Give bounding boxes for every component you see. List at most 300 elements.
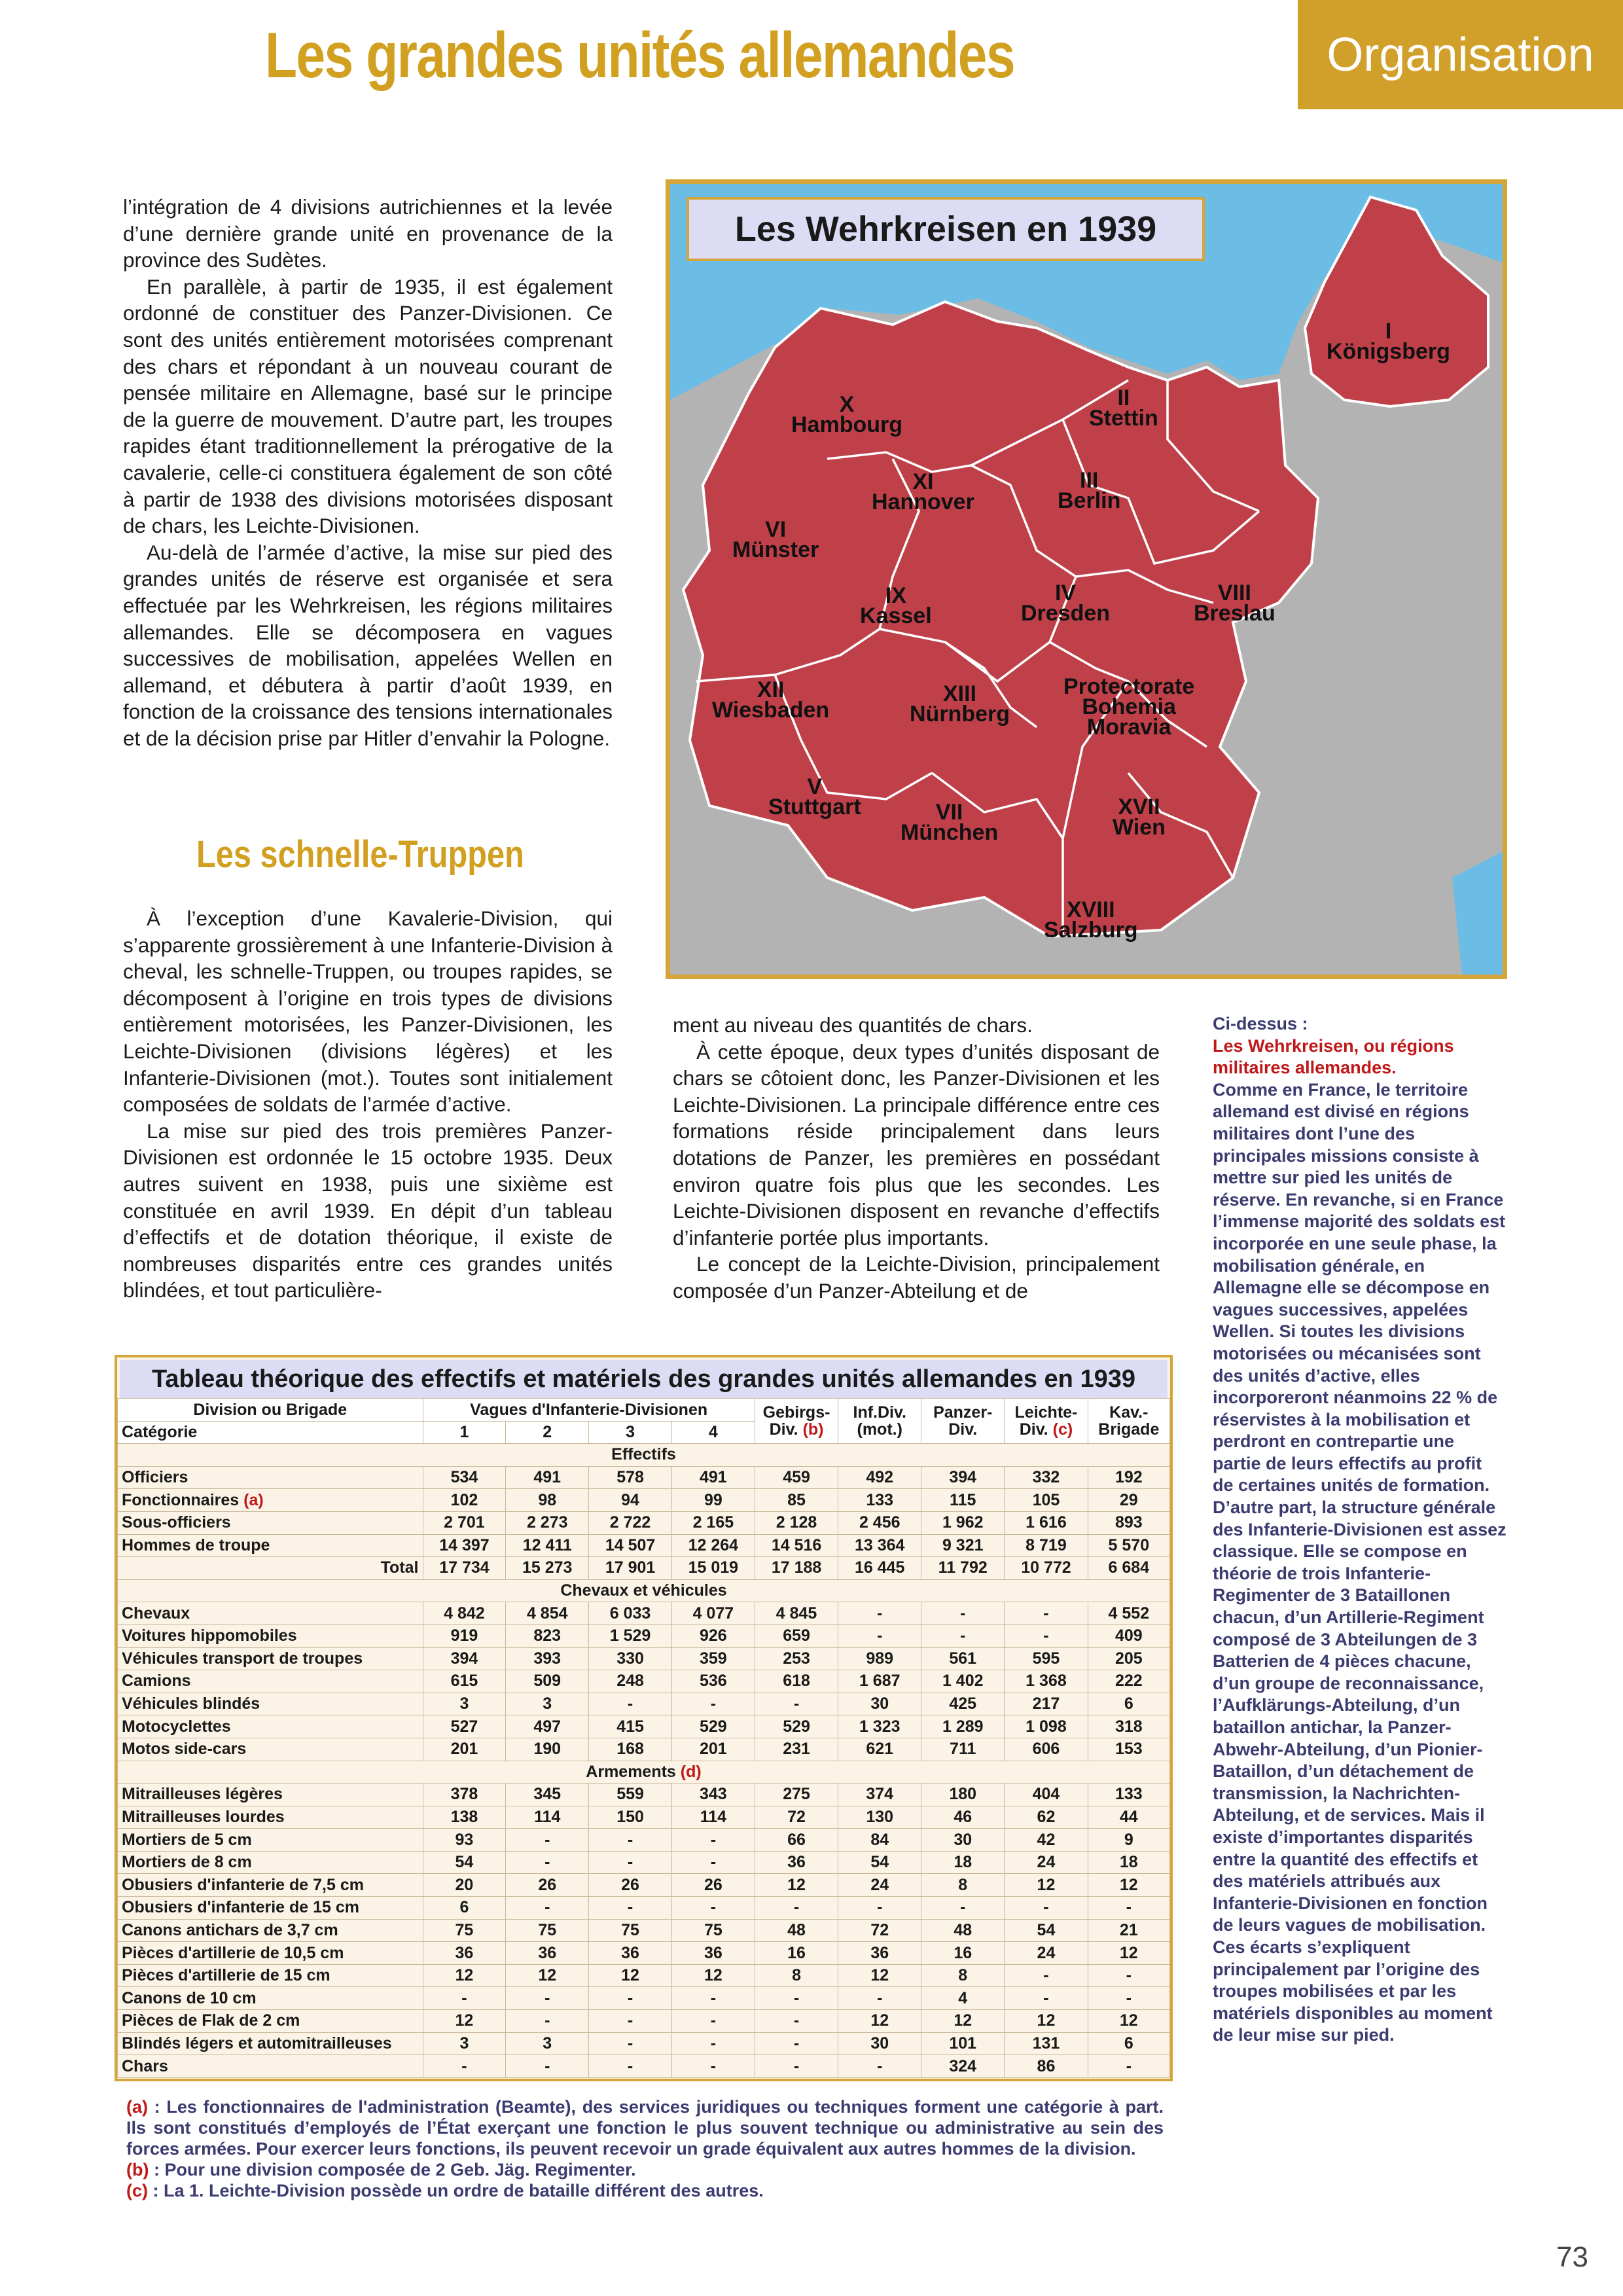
row-label: Sous-officiers xyxy=(118,1511,423,1534)
table-cell: 54 xyxy=(838,1851,921,1874)
region-label: XII Wiesbaden xyxy=(712,677,830,723)
table-cell: 459 xyxy=(755,1466,838,1489)
table-cell: 1 323 xyxy=(838,1715,921,1738)
table-cell: 12 xyxy=(1088,1874,1169,1897)
table-row xyxy=(118,1874,1170,1897)
table-cell: - xyxy=(1005,1624,1088,1647)
table-cell: 66 xyxy=(755,1829,838,1852)
region-label: V Stuttgart xyxy=(768,774,861,819)
table-cell: 36 xyxy=(755,1851,838,1874)
table-section-row xyxy=(118,1761,1170,1784)
table-cell: 17 188 xyxy=(755,1557,838,1580)
table-cell: 659 xyxy=(755,1624,838,1647)
table-cell: 1 529 xyxy=(589,1624,672,1647)
table-cell: 231 xyxy=(755,1738,838,1761)
section-title: Armements (d) xyxy=(118,1761,1170,1784)
table-cell: 1 368 xyxy=(1005,1670,1088,1693)
table-cell: 10 772 xyxy=(1005,1557,1088,1580)
table-cell: 324 xyxy=(921,2055,1005,2078)
row-label: Canons antichars de 3,7 cm xyxy=(118,1919,423,1942)
table-cell: 36 xyxy=(671,1942,755,1965)
note-b: (b) : Pour une division composée de 2 Geb. Jäg. Regimenter. xyxy=(126,2160,636,2179)
table-cell: 404 xyxy=(1005,1784,1088,1806)
table-cell: 15 019 xyxy=(671,1557,755,1580)
table-cell: 14 507 xyxy=(589,1534,672,1557)
paragraph: En parallèle, à partir de 1935, il est également ordonné de constituer des Panzer-Divisionen. Ce sont des unités entièrement motorisées comprenant des chars et répondant à un nouveau courant de pensée militaire en Allemagne, basé sur le principe de la guerre de mouvement. D’autre part, les troupes rapides étant traditionnellement la prérogative de la cavalerie, celle-ci constituera également de son côté à partir de 1938 des divisions motorisées disposant de chars, les Leichte-Divisionen. xyxy=(123,274,613,538)
table-cell: 18 xyxy=(921,1851,1005,1874)
table-cell: - xyxy=(755,1897,838,1920)
table-cell: 248 xyxy=(589,1670,672,1693)
table-cell: 16 445 xyxy=(838,1557,921,1580)
table-cell: 84 xyxy=(838,1829,921,1852)
table-cell: 529 xyxy=(671,1715,755,1738)
table-section-row xyxy=(118,1444,1170,1467)
table-row xyxy=(118,2055,1170,2078)
table-cell: 595 xyxy=(1005,1647,1088,1670)
table-cell: 3 xyxy=(506,2032,589,2055)
region-label: VI Münster xyxy=(732,517,819,562)
header-vagues: Vagues d'Infanterie-Divisionen xyxy=(423,1399,755,1422)
table-cell: 4 854 xyxy=(506,1602,589,1625)
table-cell: 12 xyxy=(838,1964,921,1987)
table-cell: 12 xyxy=(589,1964,672,1987)
table-cell: 105 xyxy=(1005,1489,1088,1512)
table-cell: 12 xyxy=(423,2010,506,2033)
table-cell: 415 xyxy=(589,1715,672,1738)
note-c: (c) : La 1. Leichte-Division possède un ordre de bataille différent des autres. xyxy=(126,2181,764,2200)
row-label: Camions xyxy=(118,1670,423,1693)
table-cell: - xyxy=(755,2032,838,2055)
table-cell: - xyxy=(838,1987,921,2010)
table-cell: 378 xyxy=(423,1784,506,1806)
table-cell: 98 xyxy=(506,1489,589,1512)
table-cell: 4 552 xyxy=(1088,1602,1169,1625)
table-cell: 1 402 xyxy=(921,1670,1005,1693)
table-cell: 1 289 xyxy=(921,1715,1005,1738)
table-cell: - xyxy=(506,2055,589,2078)
table-cell: 26 xyxy=(671,1874,755,1897)
table-cell: 345 xyxy=(506,1784,589,1806)
table-row xyxy=(118,1557,1170,1580)
table-cell: 26 xyxy=(506,1874,589,1897)
table-cell: - xyxy=(506,2010,589,2033)
table-cell: 618 xyxy=(755,1670,838,1693)
table-cell: 153 xyxy=(1088,1738,1169,1761)
table-cell: 8 719 xyxy=(1005,1534,1088,1557)
paragraph: À cette époque, deux types d’unités disposant de chars se côtoient donc, les Panzer-Divisionen et les Leichte-Divisionen. La principale différence entre ces formations réside principalement dans leurs dotations de Panzer, les premières en possédant environ quatre fois plus que les secondes. Les Leichte-Divisionen disposent en revanche d’effectifs d’infanterie portée plus importants. xyxy=(673,1039,1160,1249)
table-cell: - xyxy=(838,1624,921,1647)
table-cell: 16 xyxy=(921,1942,1005,1965)
table-cell: 101 xyxy=(921,2032,1005,2055)
table-cell: 15 273 xyxy=(506,1557,589,1580)
table-cell: - xyxy=(1088,1964,1169,1987)
table-cell: 150 xyxy=(589,1806,672,1829)
table-cell: 5 570 xyxy=(1088,1534,1169,1557)
region-label: VII München xyxy=(901,800,999,845)
table-cell: 46 xyxy=(921,1806,1005,1829)
header-division: Division ou Brigade xyxy=(118,1399,423,1422)
table-row xyxy=(118,1534,1170,1557)
table-cell: 374 xyxy=(838,1784,921,1806)
header-col: Leichte- Div. (c) xyxy=(1005,1399,1088,1444)
region-label: X Hambourg xyxy=(791,392,902,437)
table-cell: 102 xyxy=(423,1489,506,1512)
table-cell: 6 xyxy=(1088,1693,1169,1715)
table-cell: 85 xyxy=(755,1489,838,1512)
table-cell: 13 364 xyxy=(838,1534,921,1557)
table-cell: 11 792 xyxy=(921,1557,1005,1580)
table-cell: 409 xyxy=(1088,1624,1169,1647)
table-cell: 29 xyxy=(1088,1489,1169,1512)
table-cell: - xyxy=(838,1602,921,1625)
table-cell: 12 xyxy=(838,2010,921,2033)
table-row xyxy=(118,1647,1170,1670)
section-title: Chevaux et véhicules xyxy=(118,1579,1170,1602)
table-cell: 3 xyxy=(506,1693,589,1715)
table-cell: 711 xyxy=(921,1738,1005,1761)
table-cell: 1 962 xyxy=(921,1511,1005,1534)
table-cell: 30 xyxy=(838,1693,921,1715)
table-row xyxy=(118,1624,1170,1647)
row-label: Chars xyxy=(118,2055,423,2078)
table-cell: 36 xyxy=(838,1942,921,1965)
table-cell: 6 033 xyxy=(589,1602,672,1625)
middle-column-text xyxy=(673,1012,1160,1304)
subheading: Les schnelle-Truppen xyxy=(196,833,524,876)
region-label: XIII Nürnberg xyxy=(910,681,1010,726)
table-cell: 192 xyxy=(1088,1466,1169,1489)
table-cell: 332 xyxy=(1005,1466,1088,1489)
region-label: Protectorate Bohemia Moravia xyxy=(1063,674,1195,740)
table-cell: 190 xyxy=(506,1738,589,1761)
table-cell: 621 xyxy=(838,1738,921,1761)
table-cell: 14 397 xyxy=(423,1534,506,1557)
table-cell: 606 xyxy=(1005,1738,1088,1761)
paragraph: Le concept de la Leichte-Division, principalement composée d’un Panzer-Abteilung et de xyxy=(673,1252,1160,1302)
table-cell: - xyxy=(589,2055,672,2078)
region-label: XVIII Salzburg xyxy=(1044,897,1138,942)
table-cell: 6 xyxy=(423,1897,506,1920)
row-label: Pièces de Flak de 2 cm xyxy=(118,2010,423,2033)
table-cell: 253 xyxy=(755,1647,838,1670)
table-cell: - xyxy=(1005,1602,1088,1625)
paragraph: l’intégration de 4 divisions autrichiennes et la levée d’une dernière grande unité en provenance de la province des Sudètes. xyxy=(123,195,613,272)
table-cell: 492 xyxy=(838,1466,921,1489)
note-a: (a) : Les fonctionnaires de l'administration (Beamte), des services juridiques ou techniques forment une catégorie à part. Ils sont constitués d’employés de l’État exerçant une fonction le plus souvent technique ou administrative au sein des forces armées. Pour exercer leurs fonctions, ils peuvent recevoir un grade équivalent aux autres hommes de la division. xyxy=(126,2097,1164,2159)
row-label: Chevaux xyxy=(118,1602,423,1625)
table-cell: 201 xyxy=(423,1738,506,1761)
paragraph: À l’exception d’une Kavalerie-Division, qui s’apparente grossièrement à une Infanterie-Division à cheval, les schnelle-Truppen, ou troupes rapides, se décomposent à l’origine en trois types de divisions entièrement motorisées, les Panzer-Divisionen, les Leichte-Divisionen (divisions légères) et les Infanterie-Divisionen (mot.). Toutes sont initialement composées de soldats de l’armée d’active. xyxy=(123,906,613,1117)
table-cell: 12 411 xyxy=(506,1534,589,1557)
table-cell: 222 xyxy=(1088,1670,1169,1693)
row-label: Mitrailleuses légères xyxy=(118,1784,423,1806)
table-notes xyxy=(126,2096,1164,2201)
table-cell: 54 xyxy=(423,1851,506,1874)
map-graphic xyxy=(670,184,1503,975)
table-cell: 62 xyxy=(1005,1806,1088,1829)
row-label: Obusiers d'infanterie de 15 cm xyxy=(118,1897,423,1920)
table-cell: - xyxy=(506,1987,589,2010)
table-cell: 131 xyxy=(1005,2032,1088,2055)
table-cell: 12 xyxy=(671,1964,755,1987)
table-cell: 12 xyxy=(1005,2010,1088,2033)
table-cell: 394 xyxy=(423,1647,506,1670)
table-cell: - xyxy=(423,1987,506,2010)
table-cell: 509 xyxy=(506,1670,589,1693)
row-label: Blindés légers et automitrailleuses xyxy=(118,2032,423,2055)
table-row xyxy=(118,1466,1170,1489)
effectifs-table-box xyxy=(115,1355,1173,2081)
table-row xyxy=(118,1738,1170,1761)
table-cell: 4 842 xyxy=(423,1602,506,1625)
table-cell: - xyxy=(671,1897,755,1920)
row-label: Mortiers de 5 cm xyxy=(118,1829,423,1852)
table-cell: 534 xyxy=(423,1466,506,1489)
table-cell: 491 xyxy=(671,1466,755,1489)
table-row xyxy=(118,1693,1170,1715)
row-label: Officiers xyxy=(118,1466,423,1489)
region-label: VIII Breslau xyxy=(1194,581,1275,626)
table-row xyxy=(118,1489,1170,1512)
map-caption xyxy=(1213,1013,1507,2047)
table-cell: 36 xyxy=(589,1942,672,1965)
table-cell: - xyxy=(1005,1987,1088,2010)
header-categorie: Catégorie xyxy=(118,1421,423,1444)
table-cell: - xyxy=(1088,1987,1169,2010)
table-row xyxy=(118,1806,1170,1829)
region-label: XI Hannover xyxy=(872,469,974,514)
table-row xyxy=(118,1511,1170,1534)
table-cell: 18 xyxy=(1088,1851,1169,1874)
row-label: Pièces d'artillerie de 10,5 cm xyxy=(118,1942,423,1965)
table-row xyxy=(118,1715,1170,1738)
table-cell: 114 xyxy=(506,1806,589,1829)
section-title: Effectifs xyxy=(118,1444,1170,1467)
table-cell: - xyxy=(671,2010,755,2033)
region-label: IV Dresden xyxy=(1021,581,1111,626)
table-cell: 12 xyxy=(423,1964,506,1987)
table-cell: 72 xyxy=(755,1806,838,1829)
table-header-row xyxy=(118,1399,1170,1422)
table-cell: 86 xyxy=(1005,2055,1088,2078)
table-cell: - xyxy=(1005,1964,1088,1987)
table-cell: 2 128 xyxy=(755,1511,838,1534)
table-cell: 75 xyxy=(423,1919,506,1942)
table-cell: 205 xyxy=(1088,1647,1169,1670)
table-cell: 2 273 xyxy=(506,1511,589,1534)
schnelle-column-text xyxy=(123,905,613,1304)
table-cell: 75 xyxy=(506,1919,589,1942)
table-cell: 24 xyxy=(1005,1851,1088,1874)
table-cell: 359 xyxy=(671,1647,755,1670)
table-cell: 394 xyxy=(921,1466,1005,1489)
row-label: Total xyxy=(118,1557,423,1580)
table-cell: 527 xyxy=(423,1715,506,1738)
table-cell: - xyxy=(671,1829,755,1852)
table-cell: 4 xyxy=(921,1987,1005,2010)
header-col: Inf.Div. (mot.) xyxy=(838,1399,921,1444)
table-cell: 529 xyxy=(755,1715,838,1738)
table-cell: 318 xyxy=(1088,1715,1169,1738)
table-cell: - xyxy=(1088,2055,1169,2078)
table-cell: 75 xyxy=(671,1919,755,1942)
table-cell: 8 xyxy=(755,1964,838,1987)
table-cell: 561 xyxy=(921,1647,1005,1670)
table-cell: - xyxy=(755,2055,838,2078)
table-cell: 823 xyxy=(506,1624,589,1647)
table-row xyxy=(118,1851,1170,1874)
table-row xyxy=(118,1964,1170,1987)
table-cell: 2 165 xyxy=(671,1511,755,1534)
table-cell: 36 xyxy=(506,1942,589,1965)
table-cell: 536 xyxy=(671,1670,755,1693)
table-cell: 72 xyxy=(838,1919,921,1942)
table-cell: 30 xyxy=(921,1829,1005,1852)
caption-text: Comme en France, le territoire allemand est divisé en régions militaires dont l’une des principales missions consiste à mettre sur pied les unités de réserve. En revanche, si en France l’immense majorité des soldats est incorporée en une seule phase, la mobilisation générale, en Allemagne elle se décompose en vagues successives, appelées Wellen. Si toutes les divisions motorisées ou mécanisées sont des unités d’active, elles incorporeront néanmoins 22 % de réservistes à la mobilisation et perdront en contrepartie une partie de leurs effectifs au profit de certaines unités de formation. D’autre part, la structure générale des Infanterie-Divisionen est assez classique. Elle se compose en théorie de trois Infanterie-Regimenter de 3 Bataillonen chacun, d’un Artillerie-Regiment composé de 3 Abteilungen de 3 Batterien de 4 pièces chacune, d’un groupe de reconnaissance, l’Aufklärungs-Abteilung, d’un bataillon antichar, la Panzer-Abwehr-Abteilung, d’un Pionier-Bataillon, d’un détachement de transmission, la Nachrichten-Abteilung, et de services. Mais il existe d’importantes disparités entre la quantité des effectifs et des matériels attribués aux Infanterie-Divisionen en fonction de leurs vagues de mobilisation. Ces écarts s’expliquent principalement par l’origine des troupes mobilisées et par les matériels disponibles au moment de leur mise sur pied. xyxy=(1213,1079,1507,2045)
table-cell: 48 xyxy=(755,1919,838,1942)
region-label: II Stettin xyxy=(1089,386,1158,431)
table-cell: 9 321 xyxy=(921,1534,1005,1557)
table-cell: 2 722 xyxy=(589,1511,672,1534)
table-row xyxy=(118,1602,1170,1625)
row-label: Canons de 10 cm xyxy=(118,1987,423,2010)
paragraph: Au-delà de l’armée d’active, la mise sur pied des grandes unités de réserve est organisée et sera effectuée par les Wehrkreisen, les régions militaires allemandes. Elle se décomposera en vagues successives de mobilisation, appelées Wellen en allemand, et débutera à partir d’août 1939, en fonction de la croissance des tensions internationales et de la décision prise par Hitler d’envahir la Pologne. xyxy=(123,540,613,750)
table-cell: - xyxy=(506,1851,589,1874)
table-cell: 559 xyxy=(589,1784,672,1806)
table-cell: 12 xyxy=(755,1874,838,1897)
table-cell: 12 xyxy=(1005,1874,1088,1897)
table-cell: 4 077 xyxy=(671,1602,755,1625)
table-row xyxy=(118,2032,1170,2055)
table-cell: - xyxy=(423,2055,506,2078)
table-cell: 491 xyxy=(506,1466,589,1489)
table-cell: - xyxy=(755,2010,838,2033)
row-label: Motocyclettes xyxy=(118,1715,423,1738)
table-cell: 9 xyxy=(1088,1829,1169,1852)
table-cell: 24 xyxy=(838,1874,921,1897)
table-cell: 26 xyxy=(589,1874,672,1897)
table-cell: 14 516 xyxy=(755,1534,838,1557)
table-cell: 275 xyxy=(755,1784,838,1806)
table-cell: - xyxy=(921,1624,1005,1647)
table-cell: - xyxy=(589,1693,672,1715)
table-cell: 1 616 xyxy=(1005,1511,1088,1534)
header-wave: 3 xyxy=(589,1421,672,1444)
header-wave: 4 xyxy=(671,1421,755,1444)
table-cell: 42 xyxy=(1005,1829,1088,1852)
table-cell: 21 xyxy=(1088,1919,1169,1942)
table-cell: - xyxy=(755,1987,838,2010)
table-cell: 989 xyxy=(838,1647,921,1670)
table-cell: - xyxy=(671,1987,755,2010)
table-cell: - xyxy=(755,1693,838,1715)
table-cell: 114 xyxy=(671,1806,755,1829)
row-label: Motos side-cars xyxy=(118,1738,423,1761)
table-cell: 17 734 xyxy=(423,1557,506,1580)
row-label: Fonctionnaires (a) xyxy=(118,1489,423,1512)
table-cell: - xyxy=(838,2055,921,2078)
table-body xyxy=(118,1399,1170,2078)
table-cell: 12 xyxy=(921,2010,1005,2033)
table-cell: 93 xyxy=(423,1829,506,1852)
table-cell: - xyxy=(838,1897,921,1920)
table-row xyxy=(118,1919,1170,1942)
row-label: Véhicules transport de troupes xyxy=(118,1647,423,1670)
row-label: Véhicules blindés xyxy=(118,1693,423,1715)
table-cell: 6 xyxy=(1088,2032,1169,2055)
table-cell: - xyxy=(589,1829,672,1852)
table-cell: 130 xyxy=(838,1806,921,1829)
table-cell: 393 xyxy=(506,1647,589,1670)
table-row xyxy=(118,1784,1170,1806)
paragraph: La mise sur pied des trois premières Panzer-Divisionen est ordonnée le 15 octobre 1935. Deux autres suivent en 1938, puis une sixième est constituée en avril 1939. En dépit d’un tableau d’effectifs et de dotation théorique, il existe de nombreuses disparités entre ces grandes unités blindées, et tout particulière- xyxy=(123,1119,613,1302)
table-cell: 919 xyxy=(423,1624,506,1647)
table-row xyxy=(118,1670,1170,1693)
table-cell: - xyxy=(671,1693,755,1715)
table-cell: - xyxy=(589,1851,672,1874)
table-cell: 30 xyxy=(838,2032,921,2055)
table-cell: 44 xyxy=(1088,1806,1169,1829)
header-col: Gebirgs- Div. (b) xyxy=(755,1399,838,1444)
table-cell: 54 xyxy=(1005,1919,1088,1942)
page-number: 73 xyxy=(1556,2241,1588,2273)
table-cell: - xyxy=(921,1602,1005,1625)
table-cell: 615 xyxy=(423,1670,506,1693)
table-cell: 1 098 xyxy=(1005,1715,1088,1738)
table-cell: 217 xyxy=(1005,1693,1088,1715)
table-cell: 893 xyxy=(1088,1511,1169,1534)
table-cell: 16 xyxy=(755,1942,838,1965)
header-wave: 1 xyxy=(423,1421,506,1444)
table-cell: - xyxy=(589,2032,672,2055)
table-cell: 6 684 xyxy=(1088,1557,1169,1580)
header-col: Panzer- Div. xyxy=(921,1399,1005,1444)
table-cell: 75 xyxy=(589,1919,672,1942)
effectifs-table xyxy=(117,1398,1170,2078)
caption-title: Les Wehrkreisen, ou régions militaires allemandes. xyxy=(1213,1035,1454,1078)
table-row xyxy=(118,2010,1170,2033)
table-cell: - xyxy=(506,1829,589,1852)
table-cell: - xyxy=(671,2055,755,2078)
table-cell: 926 xyxy=(671,1624,755,1647)
table-cell: 578 xyxy=(589,1466,672,1489)
table-row xyxy=(118,1987,1170,2010)
row-label: Obusiers d'infanterie de 7,5 cm xyxy=(118,1874,423,1897)
table-cell: 133 xyxy=(838,1489,921,1512)
section-tab: Organisation xyxy=(1298,0,1623,109)
table-cell: - xyxy=(921,1897,1005,1920)
row-label: Voitures hippomobiles xyxy=(118,1624,423,1647)
table-cell: 99 xyxy=(671,1489,755,1512)
table-cell: 1 687 xyxy=(838,1670,921,1693)
table-cell: - xyxy=(589,2010,672,2033)
table-cell: 330 xyxy=(589,1647,672,1670)
region-label: I Königsberg xyxy=(1327,319,1450,364)
table-row xyxy=(118,1897,1170,1920)
header-wave: 2 xyxy=(506,1421,589,1444)
table-row xyxy=(118,1829,1170,1852)
table-cell: - xyxy=(671,1851,755,1874)
table-cell: 201 xyxy=(671,1738,755,1761)
table-cell: 133 xyxy=(1088,1784,1169,1806)
table-cell: 12 264 xyxy=(671,1534,755,1557)
header-col: Kav.- Brigade xyxy=(1088,1399,1169,1444)
table-title: Tableau théorique des effectifs et matériels des grandes unités allemandes en 1939 xyxy=(120,1360,1168,1398)
region-label: IX Kassel xyxy=(860,583,932,628)
table-cell: - xyxy=(1088,1897,1169,1920)
table-cell: 8 xyxy=(921,1964,1005,1987)
table-cell: 3 xyxy=(423,2032,506,2055)
